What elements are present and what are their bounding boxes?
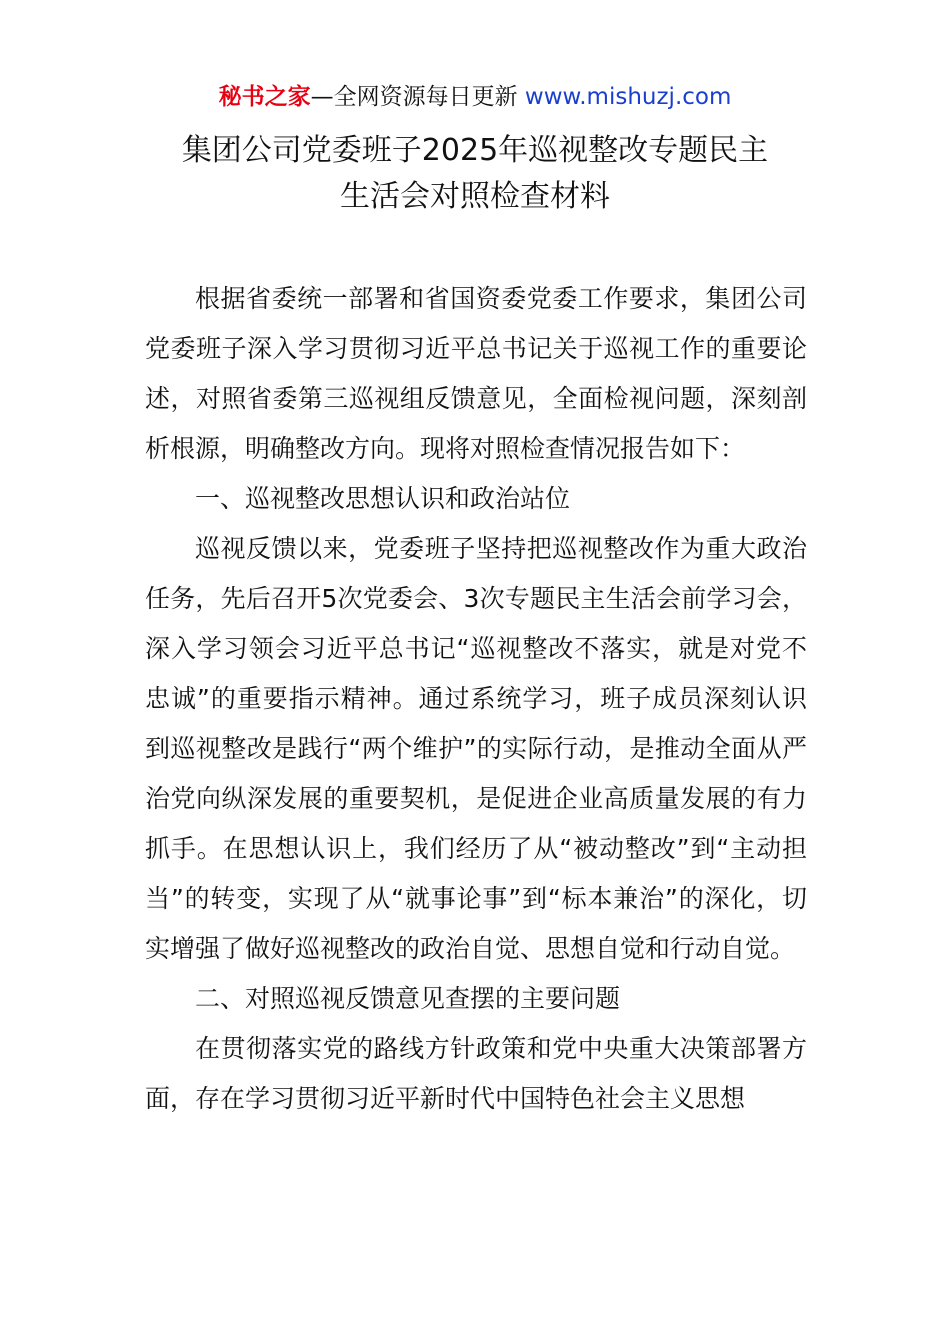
site-header xyxy=(0,80,950,114)
document-body xyxy=(145,274,807,1124)
site-url-link[interactable]: www.mishuzj.com xyxy=(524,84,732,110)
section-heading-1: 一、巡视整改思想认识和政治站位 xyxy=(195,484,571,513)
section-heading-2: 二、对照巡视反馈意见查摆的主要问题 xyxy=(195,984,621,1013)
site-name: 秘书之家 xyxy=(218,84,311,110)
paragraph-intro: 根据省委统一部署和省国资委党委工作要求，集团公司党委班子深入学习贯彻习近平总书记关于巡视工作的重要论述，对照省委第三巡视组反馈意见，全面检视问题，深刻剖析根源，明确整改方向。现将对照检查情况报告如下： xyxy=(145,284,807,463)
document-title xyxy=(0,128,950,220)
paragraph-section-2: 在贯彻落实党的路线方针政策和党中央重大决策部署方面，存在学习贯彻习近平新时代中国特色社会主义思想 xyxy=(145,1034,807,1113)
site-tagline: —全网资源每日更新 xyxy=(310,84,518,110)
paragraph-section-1: 巡视反馈以来，党委班子坚持把巡视整改作为重大政治任务，先后召开5次党委会、3次专题民主生活会前学习会，深入学习领会习近平总书记“巡视整改不落实，就是对党不忠诚”的重要指示精神。通过系统学习，班子成员深刻认识到巡视整改是践行“两个维护”的实际行动，是推动全面从严治党向纵深发展的重要契机，是促进企业高质量发展的有力抓手。在思想认识上，我们经历了从“被动整改”到“主动担当”的转变，实现了从“就事论事”到“标本兼治”的深化，切实增强了做好巡视整改的政治自觉、思想自觉和行动自觉。 xyxy=(145,534,807,963)
title-line-2: 生活会对照检查材料 xyxy=(340,179,610,214)
title-line-1: 集团公司党委班子2025年巡视整改专题民主 xyxy=(181,133,769,168)
